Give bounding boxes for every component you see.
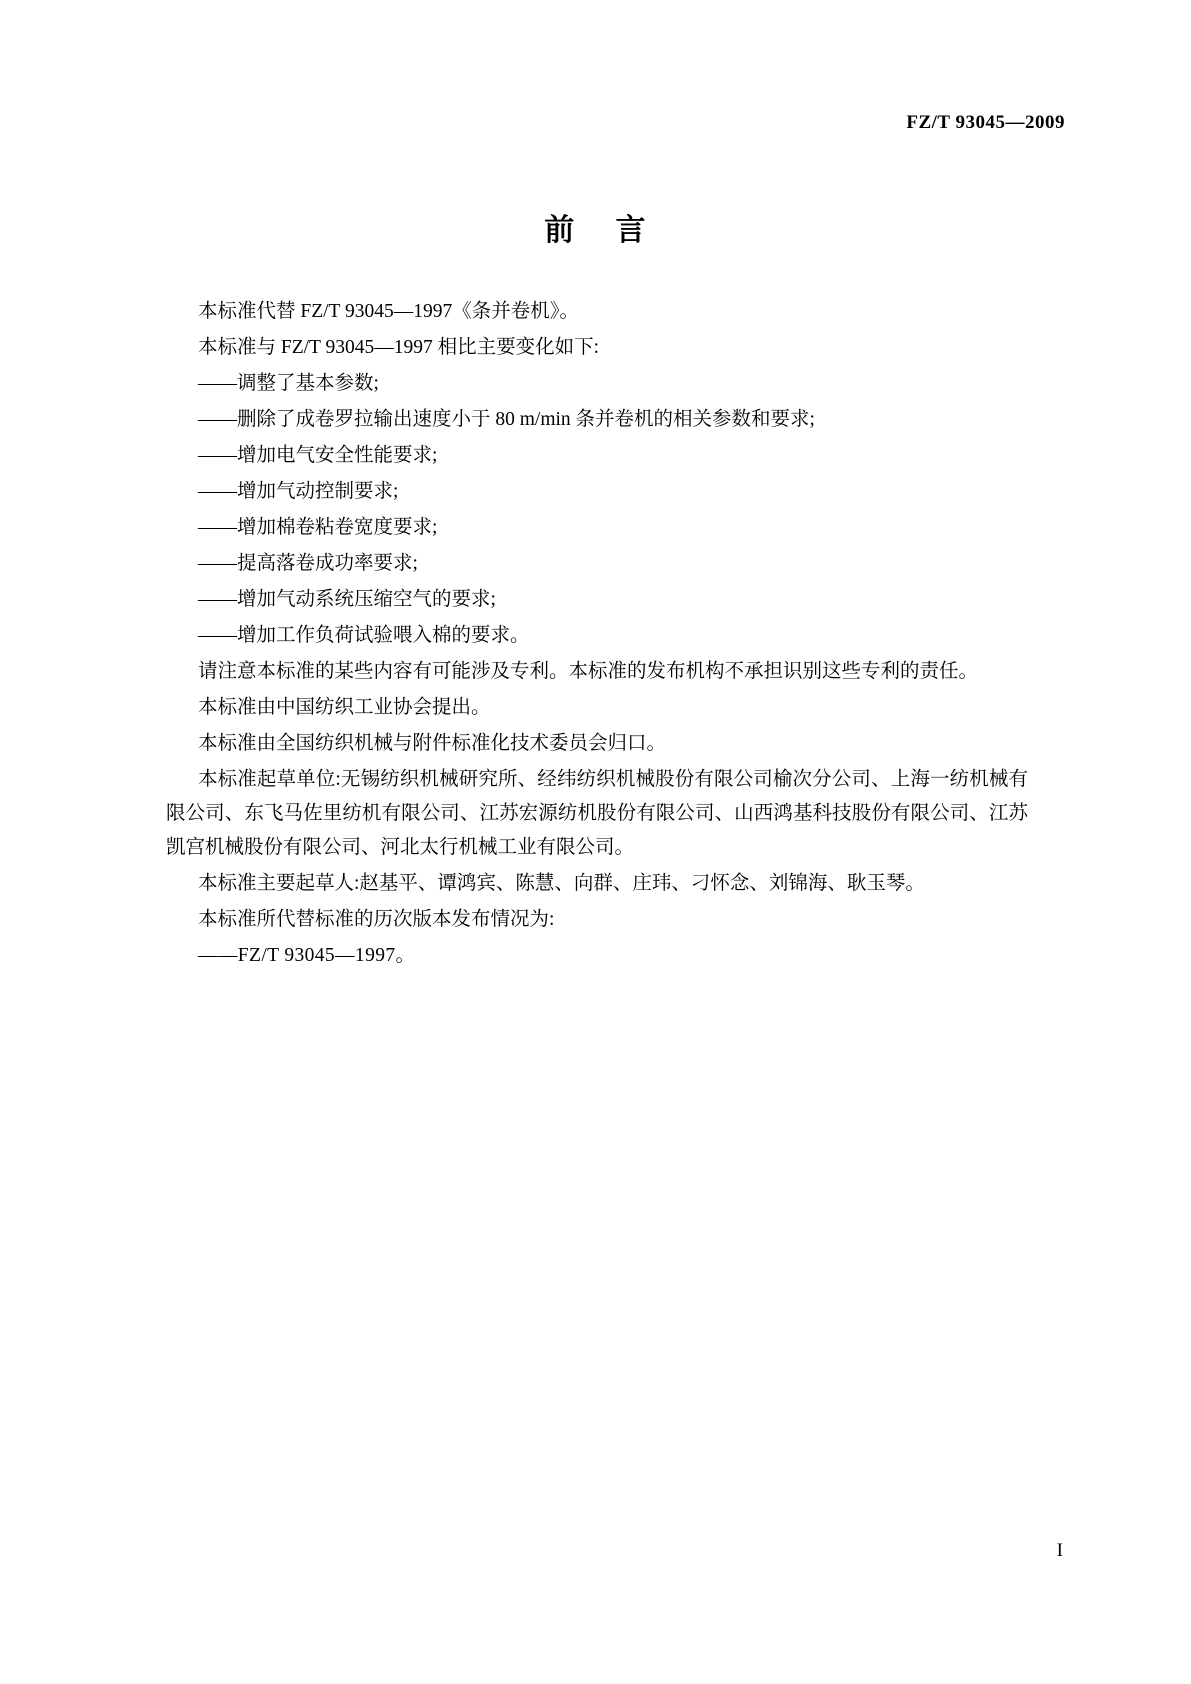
list-item: ——增加气动系统压缩空气的要求; [198, 589, 496, 610]
paragraph: 本标准与 FZ/T 93045—1997 相比主要变化如下: [198, 337, 600, 358]
page-header-standard-number: FZ/T 93045—2009 [906, 112, 1065, 133]
page-title-char-1: 前 [544, 213, 576, 248]
paragraph-drafting-units: 本标准起草单位:无锡纺织机械研究所、经纬纺织机械股份有限公司榆次分公司、上海一纺机械有限公司、东飞马佐里纺机有限公司、江苏宏源纺机股份有限公司、山西鸿基科技股份有限公司、江苏凯宫机械股份有限公司、河北太行机械工业有限公司。 [166, 769, 1028, 858]
list-item: ——增加棉卷粘卷宽度要求; [198, 517, 438, 538]
list-item: ——增加气动控制要求; [198, 481, 399, 502]
list-item: ——提高落卷成功率要求; [198, 553, 418, 574]
paragraph: 本标准由全国纺织机械与附件标准化技术委员会归口。 [198, 733, 667, 754]
page-title [0, 205, 1191, 249]
list-item: ——增加电气安全性能要求; [198, 445, 438, 466]
paragraph: 本标准所代替标准的历次版本发布情况为: [198, 909, 555, 930]
list-item: ——删除了成卷罗拉输出速度小于 80 m/min 条并卷机的相关参数和要求; [198, 409, 815, 430]
paragraph-drafters: 本标准主要起草人:赵基平、谭鸿宾、陈慧、向群、庄玮、刁怀念、刘锦海、耿玉琴。 [198, 873, 925, 894]
paragraph: 本标准由中国纺织工业协会提出。 [198, 697, 491, 718]
page-number: I [1056, 1540, 1063, 1561]
list-item: ——调整了基本参数; [198, 373, 379, 394]
list-item: ——增加工作负荷试验喂入棉的要求。 [198, 625, 530, 646]
foreword-body [166, 295, 1028, 975]
page-title-char-2: 言 [615, 213, 647, 248]
paragraph: 本标准代替 FZ/T 93045—1997《条并卷机》。 [198, 301, 579, 322]
paragraph: 请注意本标准的某些内容有可能涉及专利。本标准的发布机构不承担识别这些专利的责任。 [198, 661, 979, 682]
list-item: ——FZ/T 93045—1997。 [198, 945, 416, 966]
